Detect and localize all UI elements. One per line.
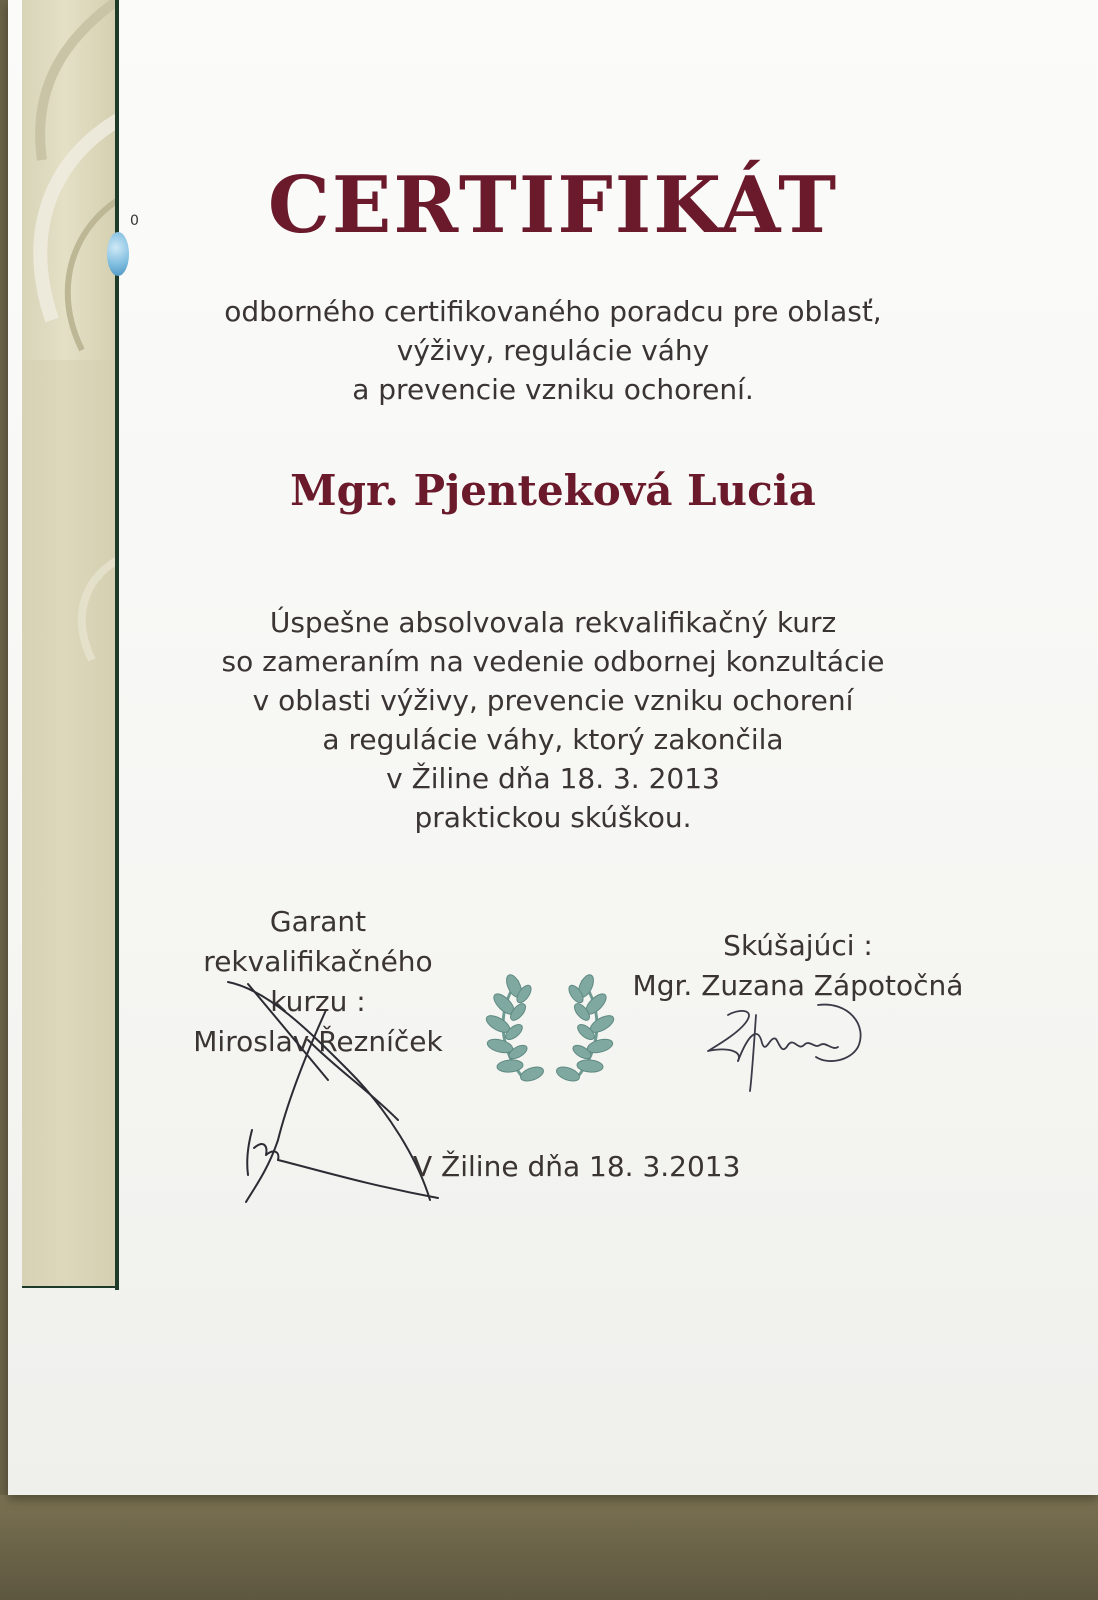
body-line: Úspešne absolvovala rekvalifikačný kurz (269, 606, 837, 639)
issue-date: V Žiline dňa 18. 3.2013 (413, 1150, 741, 1183)
margin-mark: 0 (130, 213, 139, 229)
certificate-title: CERTIFIKÁT (267, 160, 839, 251)
band-bottom-line (22, 1286, 119, 1288)
garant-line: Garant (269, 905, 367, 938)
garant-name: Miroslav Řezníček (193, 1025, 443, 1058)
examiner-block (608, 926, 988, 1006)
table-surface (0, 1495, 1098, 1600)
body-line: a regulácie váhy, ktorý zakončila (322, 723, 784, 756)
body-line: v Žiline dňa 18. 3. 2013 (386, 762, 720, 795)
garant-line: rekvalifikačného (203, 945, 433, 978)
subtitle-line: odborného certifikovaného poradcu pre oblasť, (224, 295, 882, 328)
certificate-body (8, 603, 1098, 837)
certificate-subtitle (8, 292, 1098, 409)
body-line: v oblasti výživy, prevencie vzniku ochorení (252, 684, 854, 717)
body-line: so zameraním na vedenie odbornej konzultácie (221, 645, 885, 678)
body-line: praktickou skúškou. (414, 801, 692, 834)
subtitle-line: a prevencie vzniku ochorení. (352, 373, 754, 406)
subtitle-line: výživy, regulácie váhy (396, 334, 710, 367)
examiner-name: Mgr. Zuzana Zápotočná (632, 969, 964, 1002)
certificate-page (8, 0, 1098, 1495)
examiner-signature (698, 995, 878, 1095)
recipient-name: Mgr. Pjenteková Lucia (290, 466, 816, 515)
laurel-wreath-icon (470, 962, 630, 1097)
examiner-label: Skúšajúci : (723, 929, 873, 962)
garant-line: kurzu : (270, 985, 366, 1018)
